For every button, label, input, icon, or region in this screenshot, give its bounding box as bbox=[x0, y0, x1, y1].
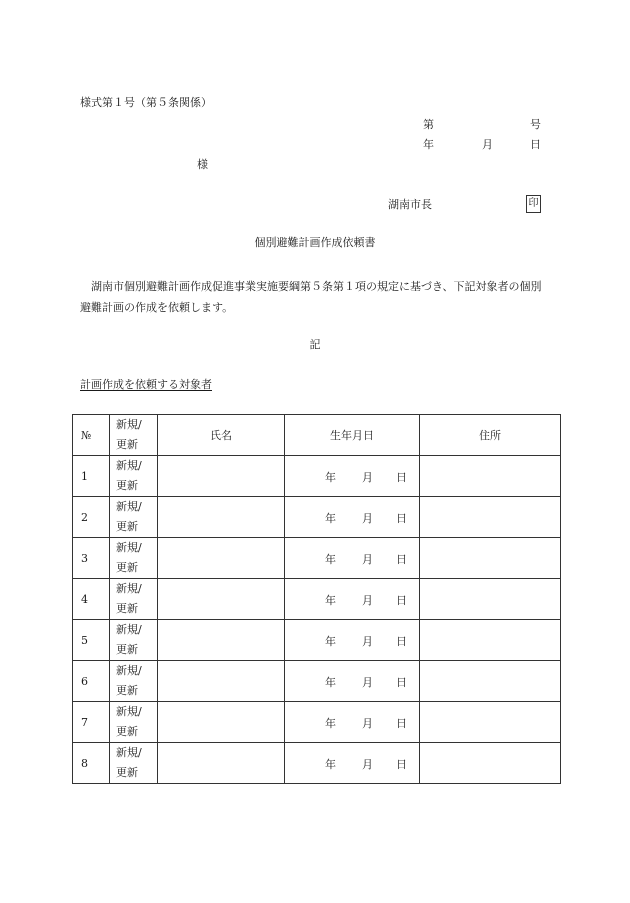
row-name-cell[interactable] bbox=[158, 661, 285, 702]
row-dob-month: 月 bbox=[362, 635, 373, 648]
row-address-cell[interactable] bbox=[420, 702, 561, 743]
table-row bbox=[73, 620, 561, 661]
row-type-line1: 新規/ bbox=[116, 664, 142, 677]
date-month-label: 月 bbox=[482, 138, 493, 151]
row-number: 6 bbox=[73, 661, 110, 702]
row-dob-cell[interactable] bbox=[285, 743, 420, 784]
body-text: 湖南市個別避難計画作成促進事業実施要綱第５条第１項の規定に基づき、下記対象者の個別避難計画の作成を依頼します。 bbox=[80, 280, 542, 314]
row-address-cell[interactable] bbox=[420, 620, 561, 661]
row-dob-year: 年 bbox=[325, 553, 336, 566]
row-type-line2: 更新 bbox=[116, 725, 138, 738]
header-type-line1: 新規/ bbox=[116, 418, 142, 431]
row-dob-year: 年 bbox=[325, 758, 336, 771]
row-number: 1 bbox=[73, 456, 110, 497]
row-type bbox=[110, 497, 158, 538]
row-name-cell[interactable] bbox=[158, 620, 285, 661]
row-dob-month: 月 bbox=[362, 676, 373, 689]
row-address-cell[interactable] bbox=[420, 579, 561, 620]
row-dob-day: 日 bbox=[396, 553, 407, 566]
issuer-name: 湖南市長 bbox=[388, 198, 432, 211]
row-dob-cell[interactable] bbox=[285, 497, 420, 538]
row-dob-month: 月 bbox=[362, 717, 373, 730]
row-number: 3 bbox=[73, 538, 110, 579]
row-dob-year: 年 bbox=[325, 635, 336, 648]
table-row bbox=[73, 579, 561, 620]
row-name-cell[interactable] bbox=[158, 538, 285, 579]
row-dob-day: 日 bbox=[396, 676, 407, 689]
row-dob-year: 年 bbox=[325, 676, 336, 689]
seal-box: 印 bbox=[526, 195, 541, 213]
row-dob-day: 日 bbox=[396, 594, 407, 607]
form-number: 様式第１号（第５条関係） bbox=[80, 96, 212, 109]
row-address-cell[interactable] bbox=[420, 743, 561, 784]
row-type bbox=[110, 743, 158, 784]
row-dob-day: 日 bbox=[396, 512, 407, 525]
table-row bbox=[73, 743, 561, 784]
header-address: 住所 bbox=[420, 415, 561, 456]
row-dob-year: 年 bbox=[325, 594, 336, 607]
header-name: 氏名 bbox=[158, 415, 285, 456]
row-dob-day: 日 bbox=[396, 471, 407, 484]
row-address-cell[interactable] bbox=[420, 661, 561, 702]
row-dob-cell[interactable] bbox=[285, 579, 420, 620]
row-dob-day: 日 bbox=[396, 635, 407, 648]
row-dob-month: 月 bbox=[362, 512, 373, 525]
row-type-line2: 更新 bbox=[116, 602, 138, 615]
row-dob-day: 日 bbox=[396, 758, 407, 771]
row-dob-cell[interactable] bbox=[285, 702, 420, 743]
row-number: 5 bbox=[73, 620, 110, 661]
addressee-suffix: 様 bbox=[197, 158, 208, 171]
row-type-line1: 新規/ bbox=[116, 705, 142, 718]
row-dob-month: 月 bbox=[362, 758, 373, 771]
table-row bbox=[73, 538, 561, 579]
table-header-row bbox=[73, 415, 561, 456]
table-row bbox=[73, 661, 561, 702]
date-year-label: 年 bbox=[423, 138, 434, 151]
row-address-cell[interactable] bbox=[420, 497, 561, 538]
row-number: 2 bbox=[73, 497, 110, 538]
row-type-line2: 更新 bbox=[116, 643, 138, 656]
row-name-cell[interactable] bbox=[158, 743, 285, 784]
row-type bbox=[110, 620, 158, 661]
row-dob-month: 月 bbox=[362, 594, 373, 607]
row-address-cell[interactable] bbox=[420, 538, 561, 579]
row-type-line2: 更新 bbox=[116, 684, 138, 697]
row-type-line1: 新規/ bbox=[116, 746, 142, 759]
row-type-line2: 更新 bbox=[116, 766, 138, 779]
row-dob-cell[interactable] bbox=[285, 456, 420, 497]
row-dob-year: 年 bbox=[325, 717, 336, 730]
document-title: 個別避難計画作成依頼書 bbox=[254, 236, 376, 249]
row-type-line2: 更新 bbox=[116, 479, 138, 492]
table-row bbox=[73, 702, 561, 743]
row-type-line2: 更新 bbox=[116, 520, 138, 533]
header-no: № bbox=[73, 415, 110, 456]
row-type-line1: 新規/ bbox=[116, 459, 142, 472]
row-type-line1: 新規/ bbox=[116, 541, 142, 554]
row-number: 7 bbox=[73, 702, 110, 743]
table-row bbox=[73, 497, 561, 538]
row-type-line1: 新規/ bbox=[116, 582, 142, 595]
header-dob: 生年月日 bbox=[285, 415, 420, 456]
row-type bbox=[110, 456, 158, 497]
row-dob-day: 日 bbox=[396, 717, 407, 730]
row-dob-cell[interactable] bbox=[285, 538, 420, 579]
table-row bbox=[73, 456, 561, 497]
row-type-line1: 新規/ bbox=[116, 500, 142, 513]
row-type bbox=[110, 538, 158, 579]
row-dob-year: 年 bbox=[325, 512, 336, 525]
row-type bbox=[110, 579, 158, 620]
row-dob-year: 年 bbox=[325, 471, 336, 484]
row-name-cell[interactable] bbox=[158, 702, 285, 743]
row-name-cell[interactable] bbox=[158, 456, 285, 497]
row-dob-month: 月 bbox=[362, 553, 373, 566]
row-name-cell[interactable] bbox=[158, 579, 285, 620]
document-number-suffix: 号 bbox=[530, 118, 541, 131]
header-type bbox=[110, 415, 158, 456]
header-type-line2: 更新 bbox=[116, 438, 138, 451]
section-heading: 計画作成を依頼する対象者 bbox=[80, 378, 212, 391]
row-dob-month: 月 bbox=[362, 471, 373, 484]
document-number-prefix: 第 bbox=[423, 118, 434, 131]
row-dob-cell[interactable] bbox=[285, 661, 420, 702]
date-day-label: 日 bbox=[530, 138, 541, 151]
row-type bbox=[110, 702, 158, 743]
row-type-line1: 新規/ bbox=[116, 623, 142, 636]
row-type-line2: 更新 bbox=[116, 561, 138, 574]
row-number: 4 bbox=[73, 579, 110, 620]
target-table bbox=[72, 414, 561, 784]
row-type bbox=[110, 661, 158, 702]
row-dob-cell[interactable] bbox=[285, 620, 420, 661]
ki-marker: 記 bbox=[309, 338, 321, 351]
row-address-cell[interactable] bbox=[420, 456, 561, 497]
row-number: 8 bbox=[73, 743, 110, 784]
row-name-cell[interactable] bbox=[158, 497, 285, 538]
